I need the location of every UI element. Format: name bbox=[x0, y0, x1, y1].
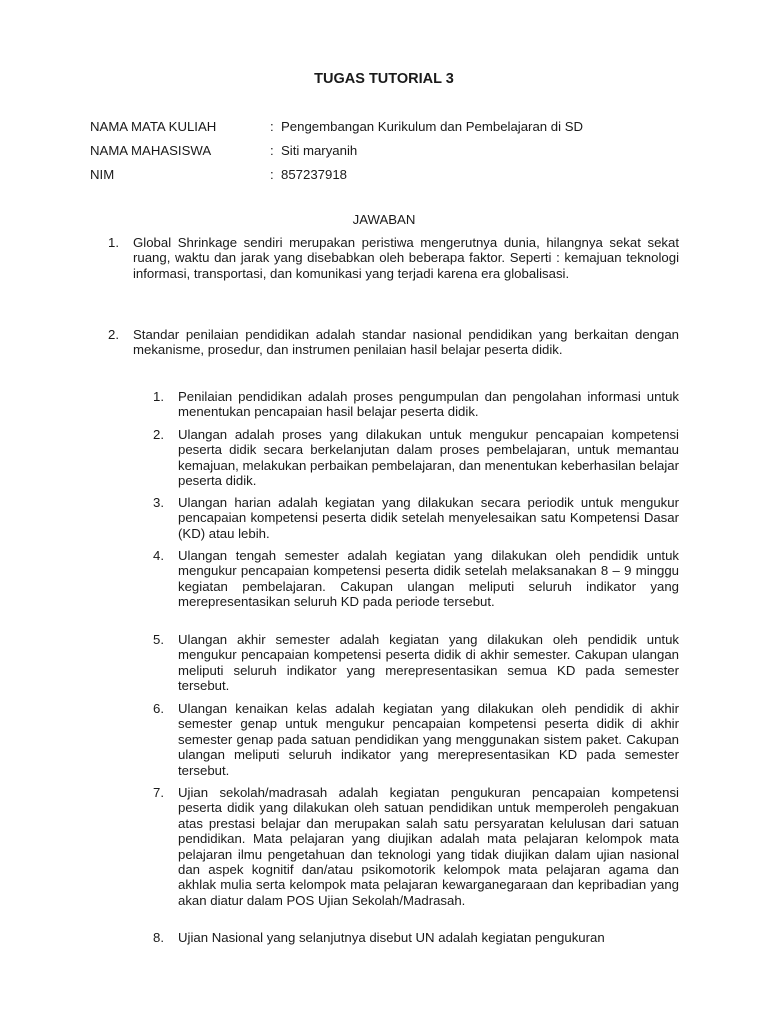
info-row-nim bbox=[90, 167, 690, 185]
info-colon: : bbox=[270, 143, 274, 158]
list-number: 7. bbox=[153, 785, 164, 800]
answer-heading: JAWABAN bbox=[352, 212, 416, 227]
list-number: 2. bbox=[108, 327, 119, 342]
info-colon: : bbox=[270, 119, 274, 134]
info-value: Siti maryanih bbox=[281, 143, 358, 158]
list-number: 2. bbox=[153, 427, 164, 442]
list-number: 3. bbox=[153, 495, 164, 510]
answer-text: Global Shrinkage sendiri merupakan peristiwa mengerutnya dunia, hilangnya sekat sekat ruang, waktu dan jarak yang disebabkan oleh beberapa faktor. Seperti : kemajuan teknologi informasi, transportasi, dan komunikasi yang terjadi karena era globalisasi. bbox=[133, 235, 679, 281]
sub-item-text: Ulangan akhir semester adalah kegiatan yang dilakukan oleh pendidik untuk mengukur pencapaian kompetensi peserta didik di akhir semester. Cakupan ulangan meliputi seluruh indikator yang merepresentasikan semua KD pada semester tersebut. bbox=[178, 632, 679, 694]
info-label: NIM bbox=[90, 167, 115, 182]
list-number: 4. bbox=[153, 548, 164, 563]
list-number: 1. bbox=[153, 389, 164, 404]
info-label: NAMA MATA KULIAH bbox=[90, 119, 217, 134]
list-number: 1. bbox=[108, 235, 119, 250]
sub-item-text: Ulangan adalah proses yang dilakukan untuk mengukur pencapaian kompetensi peserta didik secara berkelanjutan dalam proses pembelajaran, untuk memantau kemajuan, melakukan perbaikan pembelajaran, dan menentukan keberhasilan belajar peserta didik. bbox=[178, 427, 679, 489]
sub-item-text: Ujian Nasional yang selanjutnya disebut UN adalah kegiatan pengukuran bbox=[178, 930, 605, 945]
list-number: 8. bbox=[153, 930, 164, 945]
sub-item-text: Ulangan tengah semester adalah kegiatan yang dilakukan oleh pendidik untuk mengukur pencapaian kompetensi peserta didik setelah melaksanakan 8 – 9 minggu kegiatan pembelajaran. Cakupan ulangan meliputi seluruh indikator yang merepresentasikan seluruh KD pada periode tersebut. bbox=[178, 548, 679, 610]
info-row-course bbox=[90, 119, 690, 137]
info-value: 857237918 bbox=[281, 167, 348, 182]
info-label: NAMA MAHASISWA bbox=[90, 143, 212, 158]
info-colon: : bbox=[270, 167, 274, 182]
sub-item-text: Ulangan kenaikan kelas adalah kegiatan yang dilakukan oleh pendidik di akhir semester genap untuk mengukur pencapaian kompetensi peserta didik di akhir semester genap pada satuan pendidikan yang menggunakan sistem paket. Cakupan ulangan meliputi seluruh indikator yang merepresentasikan KD pada semester tersebut. bbox=[178, 701, 679, 778]
info-value: Pengembangan Kurikulum dan Pembelajaran di SD bbox=[281, 119, 584, 134]
info-row-student bbox=[90, 143, 690, 161]
answer-text: Standar penilaian pendidikan adalah standar nasional pendidikan yang berkaitan dengan mekanisme, prosedur, dan instrumen penilaian hasil belajar peserta didik. bbox=[133, 327, 679, 358]
sub-item-text: Penilaian pendidikan adalah proses pengumpulan dan pengolahan informasi untuk menentukan pencapaian hasil belajar peserta didik. bbox=[178, 389, 679, 420]
document-title: TUGAS TUTORIAL 3 bbox=[314, 71, 454, 87]
list-number: 5. bbox=[153, 632, 164, 647]
list-number: 6. bbox=[153, 701, 164, 716]
sub-item-text: Ujian sekolah/madrasah adalah kegiatan pengukuran pencapaian kompetensi peserta didik yang dilakukan oleh satuan pendidikan untuk memperoleh pengakuan atas prestasi belajar dan merupakan salah satu persyaratan kelulusan dari satuan pendidikan. Mata pelajaran yang diujikan adalah mata pelajaran kelompok mata pelajaran ilmu pengetahuan dan teknologi yang tidak diujikan dalam ujian nasional dan aspek kognitif dan/atau psikomotorik kelompok mata pelajaran agama dan akhlak mulia serta kelompok mata pelajaran kewarganegaraan dan kepribadian yang akan diatur dalam POS Ujian Sekolah/Madrasah. bbox=[178, 785, 679, 908]
sub-item-text: Ulangan harian adalah kegiatan yang dilakukan secara periodik untuk mengukur pencapaian kompetensi peserta didik setelah menyelesaikan satu Kompetensi Dasar (KD) atau lebih. bbox=[178, 495, 679, 541]
